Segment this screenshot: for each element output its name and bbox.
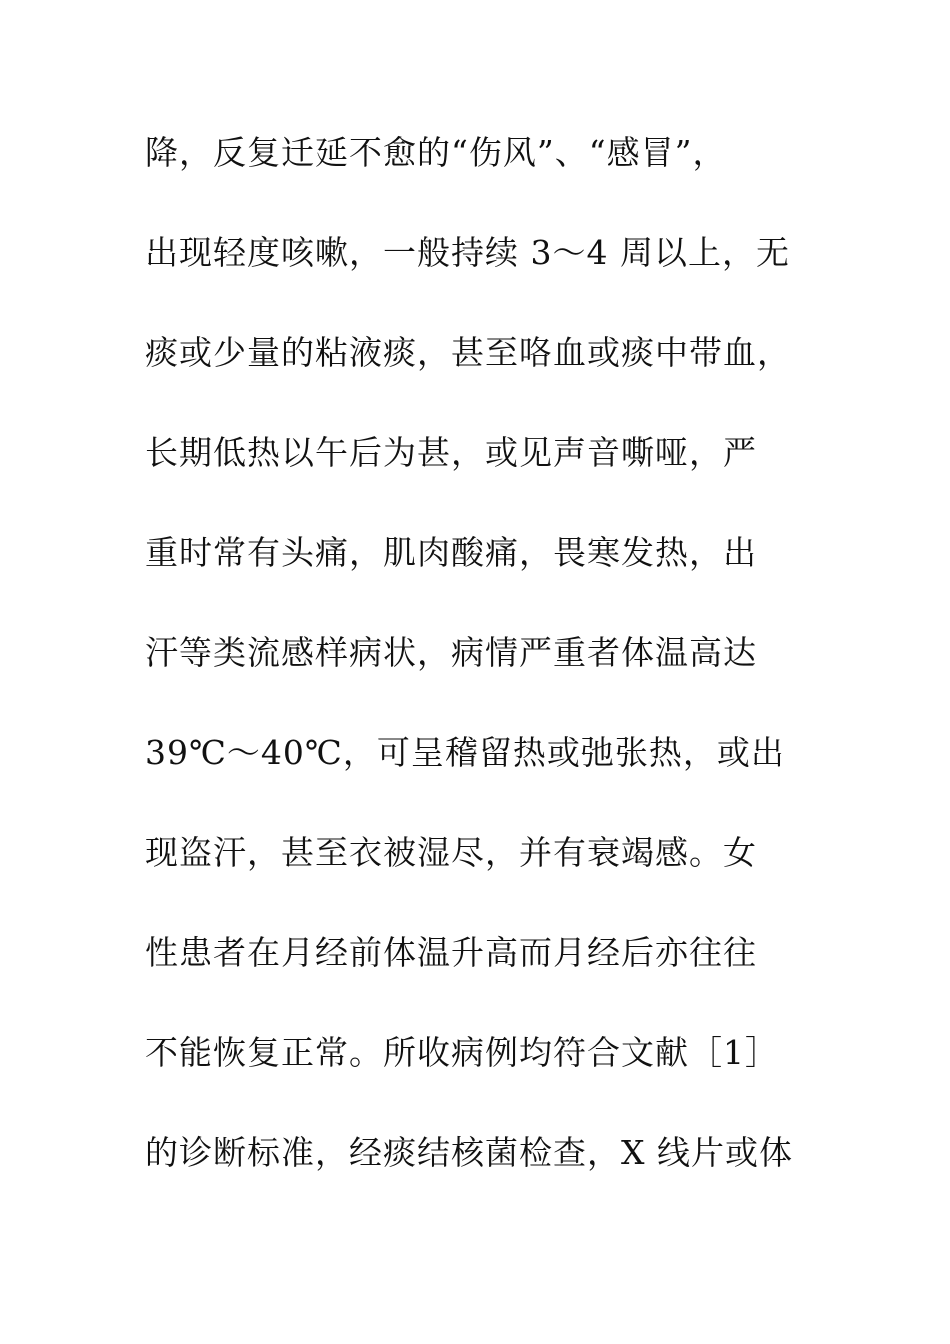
text-line-5: 重时常有头痛，肌肉酸痛，畏寒发热，出 (145, 533, 757, 572)
text-line-6: 汗等类流感样病状，病情严重者体温高达 (145, 633, 757, 672)
text-line-1: 降，反复迁延不愈的“伤风”、“感冒”， (145, 133, 727, 172)
text-line-3: 痰或少量的粘液痰，甚至咯血或痰中带血， (145, 333, 791, 372)
text-line-2: 出现轻度咳嗽，一般持续 3～4 周以上，无 (145, 233, 790, 272)
text-line-8: 现盗汗，甚至衣被湿尽，并有衰竭感。女 (145, 833, 757, 872)
text-line-10: 不能恢复正常。所收病例均符合文献［1］ (145, 1033, 779, 1072)
text-line-7: 39℃～40℃，可呈稽留热或弛张热，或出 (145, 733, 785, 772)
text-line-4: 长期低热以午后为甚，或见声音嘶哑，严 (145, 433, 757, 472)
text-line-11: 的诊断标准，经痰结核菌检查，X 线片或体 (145, 1133, 793, 1172)
text-line-9: 性患者在月经前体温升高而月经后亦往往 (145, 933, 757, 972)
